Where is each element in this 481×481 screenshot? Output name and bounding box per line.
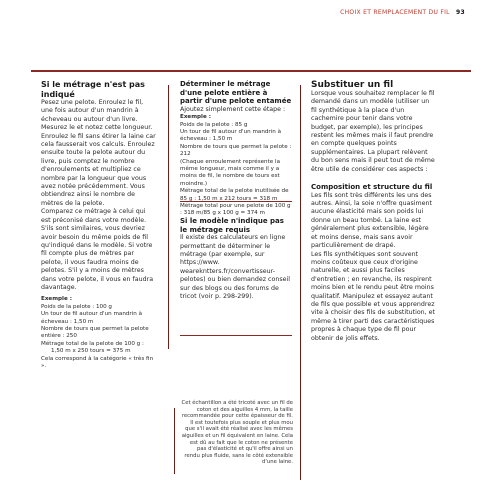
heading-substituer: Substituer un fil <box>311 80 394 90</box>
heading-metrage: Si le métrage n'est pas indiqué <box>41 80 145 99</box>
example-title: Exemple : <box>41 296 72 303</box>
heading-metrage-requis: Si le modèle n'indique pas le métrage requis <box>180 217 284 234</box>
column-pelote-entamee <box>180 80 292 218</box>
heading-composition: Composition et structure du fil <box>311 183 433 192</box>
section-rule <box>180 201 292 202</box>
example-line: Nombre de tours que permet la pelote : 212 <box>180 143 292 158</box>
example-line: Un tour de fil autour d'un mandrin à écheveau : 1,50 m <box>180 129 282 143</box>
example-line: Métrage total de la pelote inutilisée de 85 g : 1,50 m x 212 tours = 318 m <box>180 188 289 202</box>
example-line: Poids de la pelote : 85 g <box>180 121 248 128</box>
example-line: Cela correspond à la catégorie « très fin ». <box>41 355 154 369</box>
paragraph: Lorsque vous souhaitez remplacer le fil demandé dans un modèle (utiliser un fil synthétique à la place d'un cachemire pour tenir dans votre budget, par exemple), les principes restent les mêmes mais il faut prendre en compte quelques points supplémentaires. La plupart relèvent du bon sens mais il peut tout de même être utile de considérer ces aspects : <box>311 90 435 173</box>
caption-divider <box>174 408 175 474</box>
column-divider-left <box>168 85 169 349</box>
example-block <box>180 114 292 218</box>
column-metrage <box>41 80 156 370</box>
intro-text: Ajoutez simplement cette étape : <box>180 105 286 113</box>
column-substituer <box>311 80 436 343</box>
top-rule <box>31 70 471 72</box>
paragraph: Pesez une pelote. Enroulez le fil, une fois autour d'un mandrin à écheveau ou autour d'un livre. Mesurez le et notez cette longueur. Enroulez le fil sans étirer la laine car cela fausserait vos calculs. Enroulez ensuite toute la pelote autour du livre, puis comptez le nombre d'enroulements et multipliez ce nombre par la longueur que vous avez notée précédemment. Vous obtiendrez ainsi le nombre de mètres de la pelote. <box>41 99 156 207</box>
example-line: 1,50 m x 250 tours = 375 m <box>51 348 131 355</box>
paragraph: Il existe des calculateurs en ligne permettant de déterminer le métrage (par exemple, sur https://www. wearekntters.fr/convertisseur-pelotes) ou bien demandez conseil sur des blogs ou des forums de tricot (voir p. 298-299). <box>180 234 291 301</box>
example-line: Nombre de tours que permet la pelote entière : 250 <box>41 325 149 340</box>
example-title: Exemple : <box>180 114 211 121</box>
paragraph: Comparez ce métrage à celui qui est préconisé dans votre modèle. S'ils sont similaires, vous devriez avoir besoin du même poids de fil qu'indiqué dans le modèle. Si votre fil compte plus de mètres par pelote, il vous faudra moins de pelotes. S'il y a moins de mètres dans votre pelote, il vous en faudra davantage. <box>41 208 154 291</box>
example-line: Poids de la pelote : 100 g <box>41 303 112 310</box>
swatch-caption: Cet échantillon a été tricoté avec un fil de coton et des aiguilles 4 mm, la taille recommandée pour cette épaisseur de fil. Il est toutefois plus souple et plus mou que s'il avait été réalisé avec les mêmes aiguilles et un fil équivalent en laine. Cela est dû au fait que le coton ne présente pas d'élasticité et qu'il offre ainsi un rendu plus fluide, sans le côté extensible d'une laine. <box>181 400 293 466</box>
example-line: Métrage total pour une pelote de 100 g : 318 m/85 g x 100 g = 374 m <box>180 203 291 217</box>
example-block <box>41 296 156 370</box>
column-divider-right <box>300 85 301 480</box>
paragraph: Les fils sont très différents les uns des autres. Ainsi, la soie n'offre quasiment aucune élasticité mais son poids lui donne un beau tombé. La laine est généralement plus extensible, légère et moins dense, mais sans avoir particulièrement de drapé. <box>311 191 432 250</box>
paragraph: Les fils synthétiques sont souvent moins coûteux que ceux d'origine naturelle, et aussi plus faciles d'entretien ; en revanche, ils respirent moins bien et le rendu peut être moins qualitatif. Manipulez et essayez autant de fils que possible et vous apprendrez vite à choisir des fils de substitution, et même à tirer parti des caractéristiques propres à chaque type de fil pour obtenir de jolis effets. <box>311 250 436 342</box>
section-rule-bottom <box>180 335 292 336</box>
example-line: Un tour de fil autour d'un mandrin à écheveau : 1,50 m <box>41 311 143 325</box>
running-header <box>340 9 465 16</box>
heading-pelote-entamee: Déterminer le métrage d'une pelote entière à partir d'une pelote entamée <box>180 80 292 106</box>
section-title: CHOIX ET REMPLACEMENT DU FIL <box>340 9 450 16</box>
example-line: (Chaque enroulement représente la même longueur, mais comme il y a moins de fil, le nombre de tours est moindre.) <box>180 158 280 187</box>
column-metrage-requis <box>180 217 292 301</box>
page-number: 93 <box>456 9 465 16</box>
example-line: Métrage total de la pelote de 100 g : <box>41 340 144 347</box>
